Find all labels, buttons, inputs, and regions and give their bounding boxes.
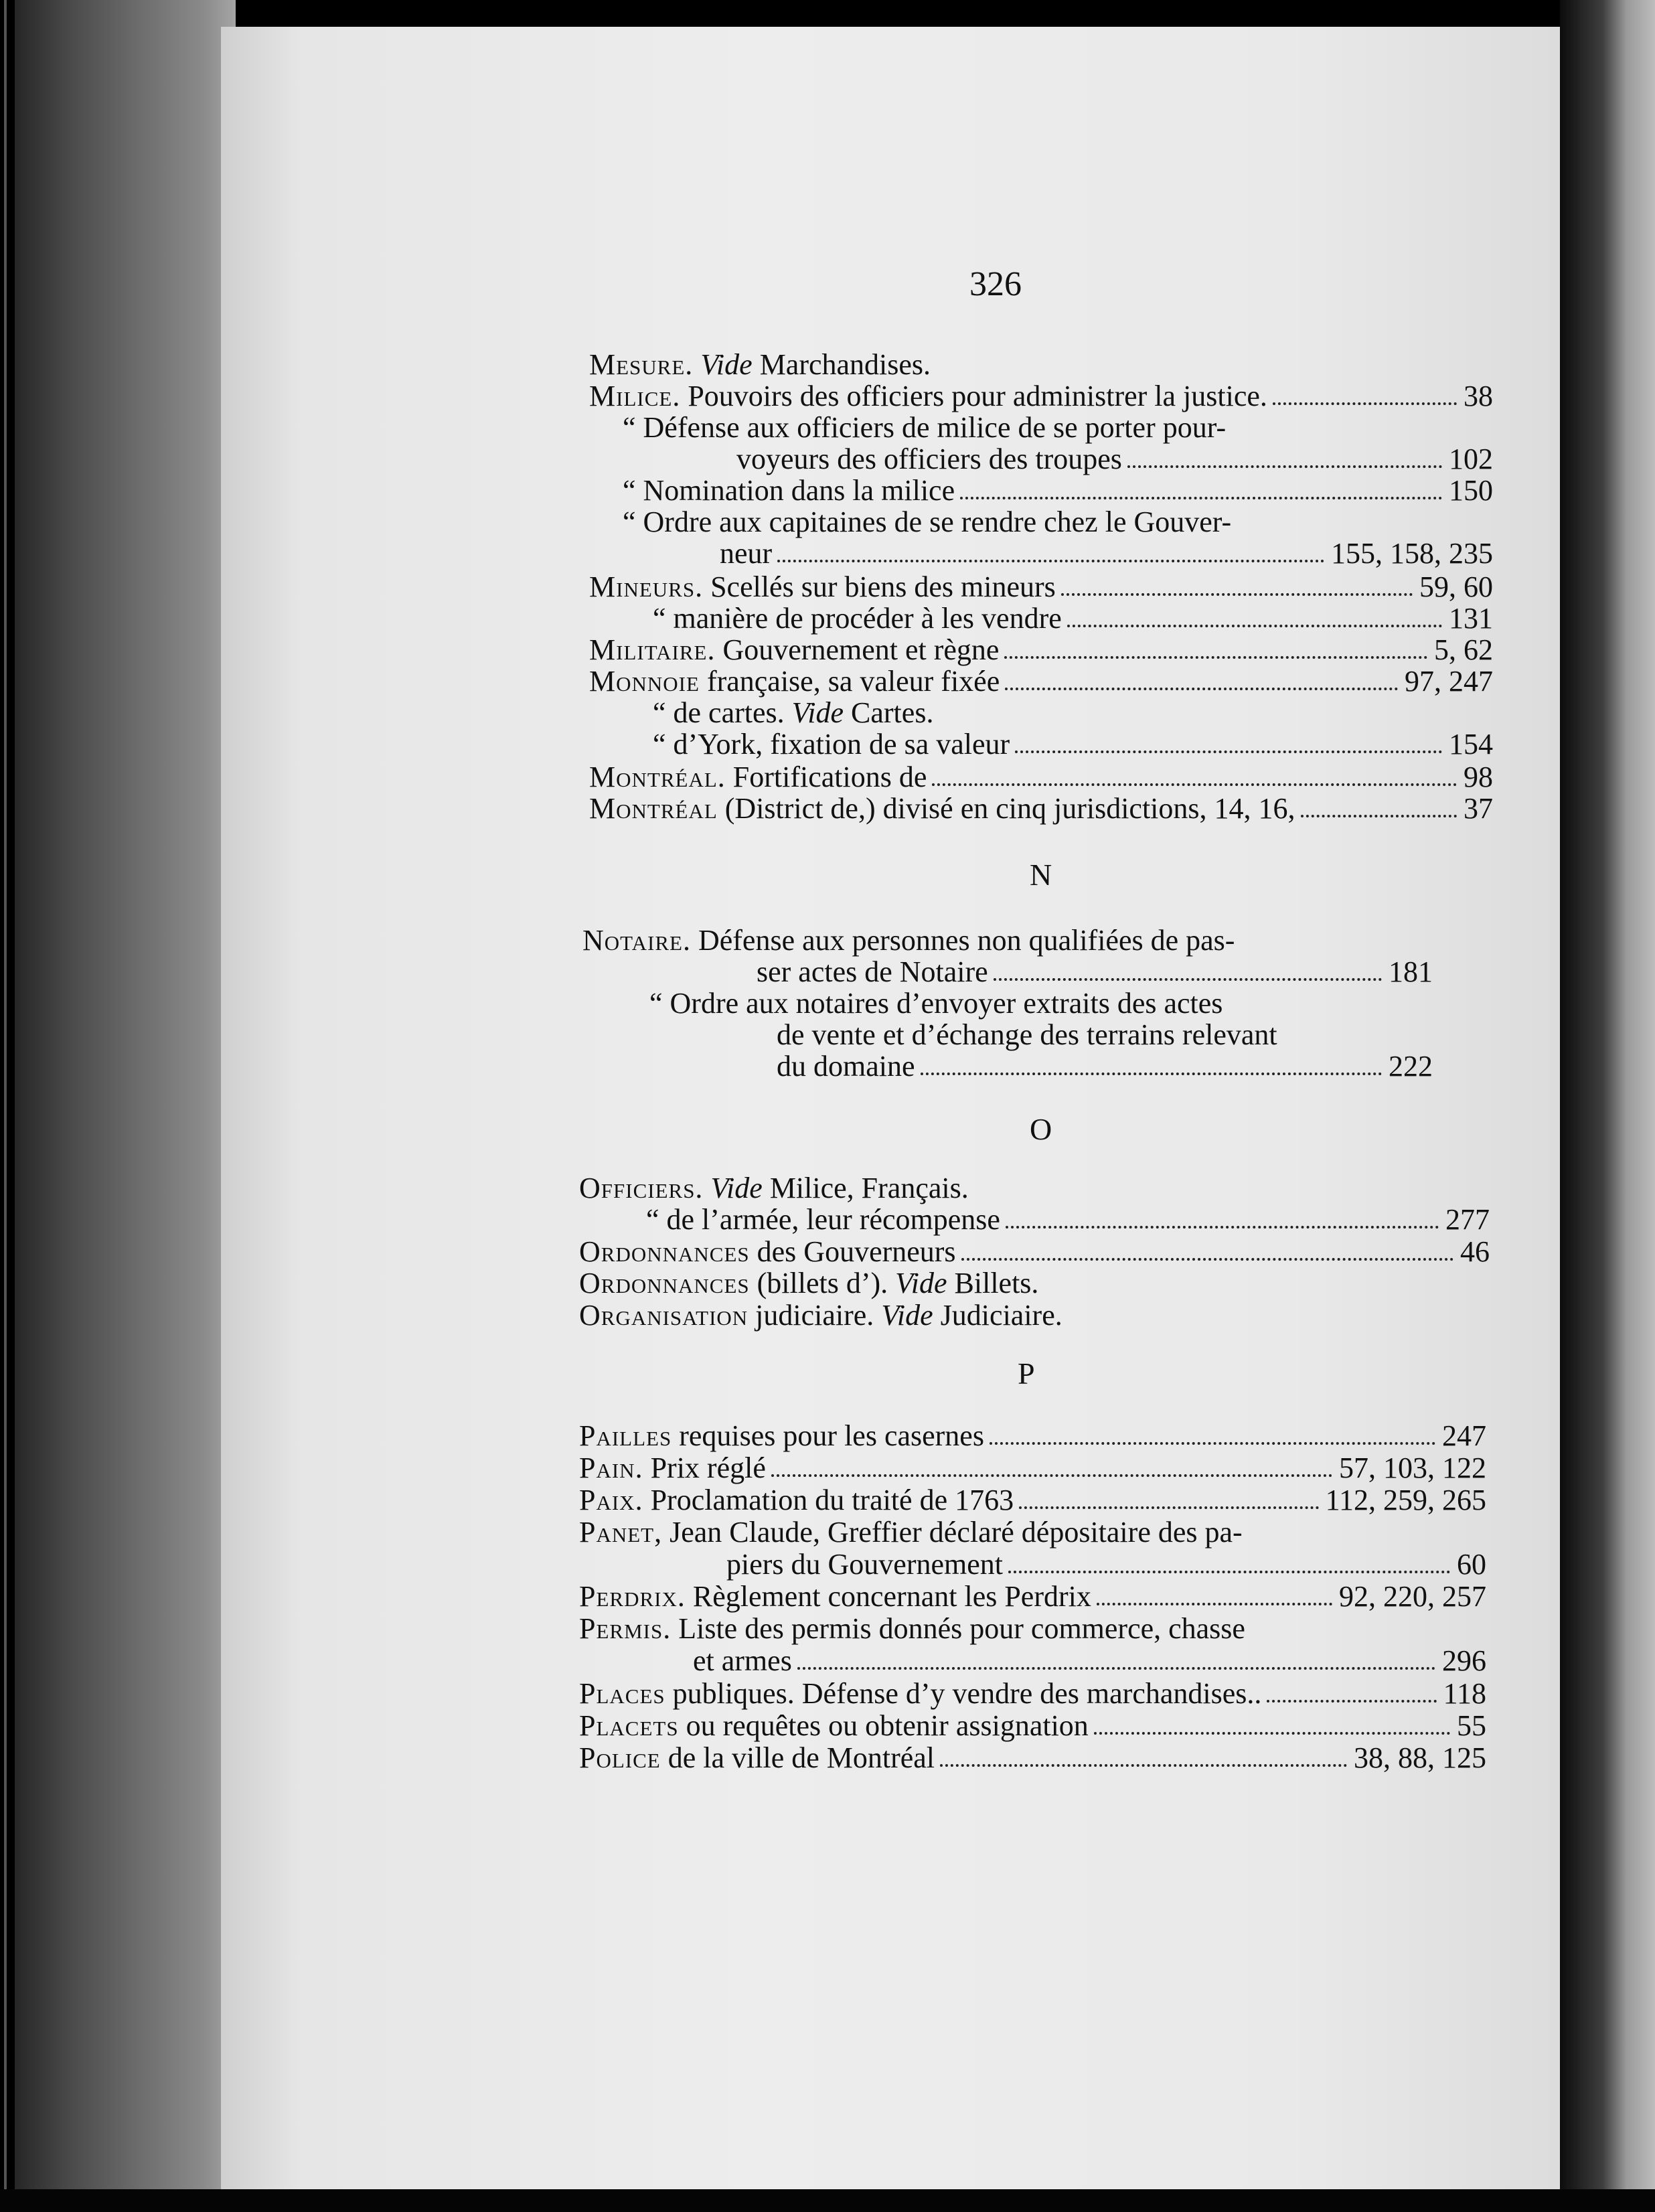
page-number: 326	[969, 265, 1022, 303]
dot-leader	[1019, 1506, 1319, 1509]
entry-vide: Vide	[791, 696, 844, 729]
entry-heading: Montréal.	[589, 761, 726, 793]
dot-leader	[771, 1474, 1332, 1477]
entry-text: ou requêtes ou obtenir assignation	[678, 1709, 1089, 1742]
index-line	[623, 411, 1226, 445]
dot-leader	[1006, 1226, 1439, 1229]
index-line	[646, 1203, 1000, 1237]
entry-heading: Milice.	[589, 380, 681, 412]
entry-pages: 112, 259, 265	[1325, 1484, 1486, 1516]
entry-text: “ d’York, fixation de sa valeur	[653, 728, 1010, 761]
index-line	[579, 1451, 766, 1485]
index-line	[653, 602, 1062, 635]
index-line	[579, 1172, 969, 1205]
entry-text	[693, 348, 700, 381]
entry-text: “ Nomination dans la milice	[623, 474, 955, 507]
entry-heading: Monnoie	[589, 665, 700, 698]
entry-text: piers du Gouvernement	[726, 1548, 1003, 1581]
entry-text: publiques. Défense d’y vendre des marchandises..	[665, 1677, 1262, 1710]
entry-pages: 97, 247	[1405, 665, 1493, 698]
entry-text: Fortifications de	[725, 761, 927, 793]
dot-leader	[940, 1764, 1347, 1767]
entry-text: française, sa valeur fixée	[699, 665, 1000, 698]
index-line	[653, 728, 1010, 761]
index-line	[720, 537, 772, 570]
index-line	[589, 761, 927, 794]
entry-text: “ Ordre aux capitaines de se rendre chez le Gouver-	[623, 505, 1232, 538]
entry-text: Prix réglé	[643, 1451, 766, 1484]
entry-pages: 92, 220, 257	[1339, 1580, 1486, 1613]
entry-heading: Permis.	[579, 1612, 672, 1645]
entry-heading: Notaire.	[582, 924, 691, 957]
index-line	[579, 1612, 1245, 1646]
dot-leader	[1008, 1571, 1450, 1573]
entry-heading: Ordonnances	[579, 1267, 750, 1299]
index-line	[579, 1267, 1038, 1300]
entry-reference: Judiciaire.	[933, 1299, 1062, 1332]
entry-vide: Vide	[710, 1172, 763, 1204]
dot-leader	[921, 1073, 1382, 1075]
film-edge	[4, 0, 7, 2212]
entry-reference: Billets.	[947, 1267, 1039, 1299]
dot-leader	[1015, 750, 1442, 753]
entry-heading: Panet,	[579, 1516, 663, 1549]
entry-pages: 102	[1449, 443, 1493, 475]
entry-heading: Mesure.	[589, 348, 694, 381]
entry-text: Défense aux personnes non qualifiées de pas-	[690, 924, 1235, 957]
entry-text: Scellés sur biens des mineurs	[703, 570, 1056, 603]
dot-leader	[960, 497, 1442, 499]
entry-pages: 38	[1464, 380, 1493, 412]
entry-vide: Vide	[895, 1267, 947, 1299]
index-line	[623, 505, 1231, 539]
index-line	[582, 924, 1235, 957]
entry-pages: 5, 62	[1434, 633, 1493, 666]
index-line	[579, 1741, 935, 1775]
entry-heading: Paix.	[579, 1484, 643, 1516]
index-line	[757, 955, 988, 989]
entry-heading: Police	[579, 1741, 661, 1774]
entry-text: Pouvoirs des officiers pour administrer la justice.	[680, 380, 1267, 412]
entry-text: voyeurs des officiers des troupes	[736, 443, 1122, 475]
entry-text: judiciaire.	[748, 1299, 882, 1332]
entry-text: de vente et d’échange des terrains relevant	[777, 1018, 1277, 1051]
entry-text: de la ville de Montréal	[660, 1741, 935, 1774]
index-line	[777, 1018, 1277, 1052]
entry-text: (District de,) divisé en cinq jurisdictions, 14, 16,	[717, 792, 1295, 825]
index-line	[579, 1484, 1014, 1517]
index-line	[589, 348, 931, 382]
index-line	[589, 633, 999, 667]
index-line	[777, 1050, 915, 1083]
dot-leader	[994, 978, 1382, 981]
index-line	[579, 1677, 1261, 1711]
entry-pages: 59, 60	[1419, 570, 1493, 603]
entry-text: “ Défense aux officiers de milice de se porter pour-	[623, 411, 1227, 444]
index-line	[589, 665, 1000, 698]
dot-leader	[1127, 465, 1442, 468]
entry-reference: Marchandises.	[752, 348, 931, 381]
entry-pages: 154	[1449, 728, 1493, 761]
entry-heading: Placets	[579, 1709, 679, 1742]
entry-pages: 60	[1457, 1548, 1486, 1581]
entry-reference: Milice, Français.	[762, 1172, 969, 1204]
entry-text: “ Ordre aux notaires d’envoyer extraits des actes	[649, 987, 1223, 1020]
entry-pages: 155, 158, 235	[1331, 537, 1493, 570]
entry-text: “ de l’armée, leur récompense	[646, 1203, 1000, 1236]
entry-pages: 296	[1442, 1644, 1486, 1677]
dot-leader	[961, 1258, 1453, 1261]
dot-leader	[797, 1667, 1435, 1670]
entry-pages: 131	[1449, 602, 1493, 635]
entry-pages: 222	[1389, 1050, 1433, 1083]
entry-heading: Pailles	[579, 1419, 672, 1452]
dot-leader	[990, 1442, 1435, 1445]
entry-heading: Perdrix.	[579, 1580, 686, 1613]
entry-vide: Vide	[700, 348, 753, 381]
index-line	[589, 792, 1295, 825]
entry-text: requises pour les casernes	[672, 1419, 984, 1452]
entry-text: Proclamation du traité de 1763	[643, 1484, 1014, 1516]
entry-reference: Cartes.	[844, 696, 934, 729]
entry-text: ser actes de Notaire	[757, 955, 988, 988]
dot-leader	[777, 560, 1324, 562]
entry-text: Liste des permis donnés pour commerce, chasse	[671, 1612, 1245, 1645]
index-line	[693, 1644, 792, 1678]
index-line	[579, 1299, 1062, 1332]
entry-pages: 150	[1449, 474, 1493, 507]
section-letter-p: P	[1018, 1356, 1035, 1391]
bottom-border	[0, 2189, 1655, 2212]
entry-heading: Montréal	[589, 792, 718, 825]
index-line	[623, 474, 955, 507]
index-line	[589, 570, 1056, 604]
index-line	[579, 1235, 956, 1269]
index-line	[589, 380, 1267, 413]
entry-heading: Pain.	[579, 1451, 643, 1484]
entry-pages: 98	[1464, 761, 1493, 793]
dot-leader	[1094, 1732, 1450, 1735]
entry-text: “ manière de procéder à les vendre	[653, 602, 1062, 635]
index-line	[653, 696, 933, 730]
index-line	[726, 1548, 1003, 1581]
entry-pages: 57, 103, 122	[1339, 1451, 1486, 1484]
entry-text: Règlement concernant les Perdrix	[685, 1580, 1091, 1613]
entry-pages: 38, 88, 125	[1354, 1741, 1486, 1774]
entry-text: et armes	[693, 1644, 792, 1677]
entry-heading: Mineurs.	[589, 570, 704, 603]
entry-pages: 55	[1457, 1709, 1486, 1742]
entry-text: (billets d’).	[749, 1267, 896, 1299]
dot-leader	[1005, 688, 1398, 690]
index-line	[579, 1419, 984, 1453]
index-line	[579, 1709, 1089, 1743]
dot-leader	[1067, 625, 1442, 627]
entry-heading: Officiers.	[579, 1172, 704, 1204]
entry-heading: Places	[579, 1677, 665, 1710]
section-letter-n: N	[1030, 858, 1052, 892]
entry-pages: 118	[1443, 1677, 1486, 1710]
entry-text: neur	[720, 537, 773, 570]
dot-leader	[1061, 593, 1413, 596]
entry-vide: Vide	[881, 1299, 933, 1332]
entry-text: du domaine	[777, 1050, 915, 1083]
entry-heading: Militaire.	[589, 633, 716, 666]
entry-pages: 46	[1460, 1235, 1490, 1268]
entry-pages: 277	[1445, 1203, 1490, 1236]
entry-heading: Organisation	[579, 1299, 748, 1332]
index-line	[579, 1516, 1243, 1549]
entry-text: des Gouverneurs	[749, 1235, 956, 1268]
entry-heading: Ordonnances	[579, 1235, 750, 1268]
entry-pages: 247	[1442, 1419, 1486, 1452]
dot-leader	[1267, 1700, 1436, 1703]
dot-leader	[932, 783, 1457, 786]
entry-text: “ de cartes.	[653, 696, 792, 729]
right-page-edge	[1560, 0, 1655, 2212]
book-spine	[15, 0, 236, 2189]
index-line	[579, 1580, 1091, 1613]
dot-leader	[1004, 656, 1427, 659]
dot-leader	[1273, 402, 1457, 405]
entry-text	[703, 1172, 710, 1204]
index-line	[649, 987, 1223, 1020]
entry-pages: 37	[1464, 792, 1493, 825]
entry-pages: 181	[1389, 955, 1433, 988]
section-letter-o: O	[1030, 1112, 1052, 1146]
entry-text: Gouvernement et règne	[715, 633, 1000, 666]
dot-leader	[1097, 1603, 1332, 1605]
index-line	[736, 443, 1122, 476]
entry-text: Jean Claude, Greffier déclaré dépositaire des pa-	[662, 1516, 1243, 1549]
dot-leader	[1301, 815, 1457, 817]
